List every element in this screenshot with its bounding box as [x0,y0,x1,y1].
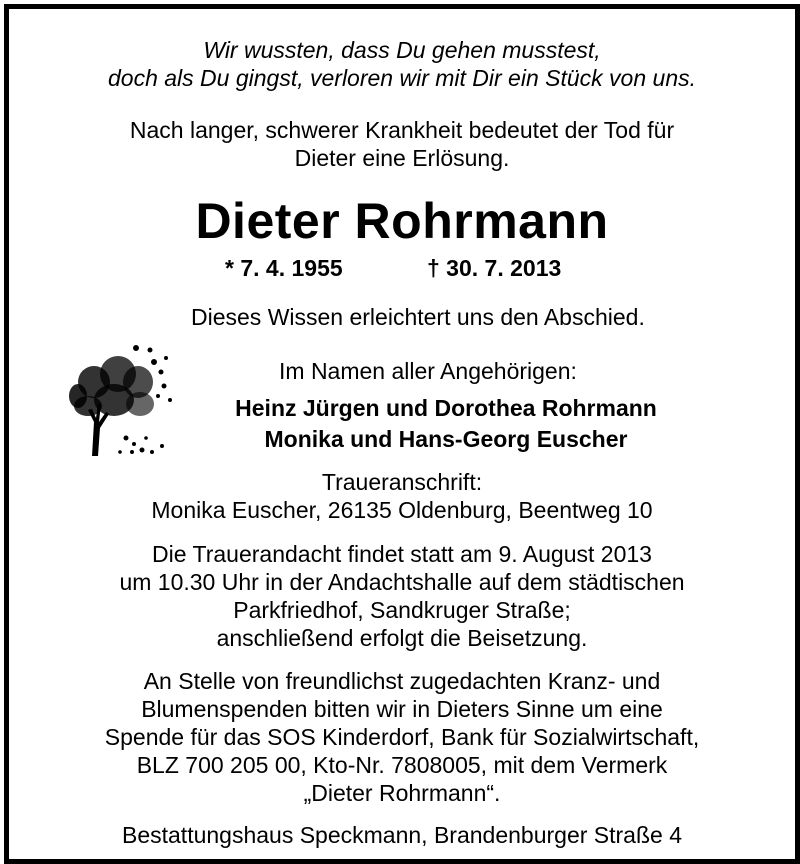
motto-line-1: Wir wussten, dass Du gehen musstest, [203,37,601,63]
address-value: Monika Euscher, 26135 Oldenburg, Beentweg 10 [151,497,653,523]
donation-line-3: Spende für das SOS Kinderdorf, Bank für Sozialwirtschaft, [104,724,700,750]
donation-line-4: BLZ 700 205 00, Kto-Nr. 7808005, mit dem Vermerk [136,752,668,778]
address-label: Traueranschrift: [321,469,483,495]
family-line-1: Heinz Jürgen und Dorothea Rohrmann [235,395,657,421]
ceremony-line-2: um 10.30 Uhr in der Andachtshalle auf dem städtischen [119,569,685,595]
death-date: † 30. 7. 2013 [427,255,562,281]
ceremony-line-3: Parkfriedhof, Sandkruger Straße; [233,597,571,623]
farewell-text: Dieses Wissen erleichtert uns den Abschied. [191,304,645,330]
funeral-home: Bestattungshaus Speckmann, Brandenburger Straße 4 [121,822,682,848]
donation-line-5: „Dieter Rohrmann“. [303,780,501,806]
donation-line-1: An Stelle von freundlichst zugedachten Kranz- und [143,668,661,694]
birth-date: * 7. 4. 1955 [225,255,343,281]
family-line-2: Monika und Hans-Georg Euscher [264,426,628,452]
motto-line-2: doch als Du gingst, verloren wir mit Dir ein Stück von uns. [107,65,697,91]
relatives-intro: Im Namen aller Angehörigen: [279,358,577,384]
intro-line-1: Nach langer, schwerer Krankheit bedeutet der Tod für [129,117,675,143]
ceremony-line-1: Die Trauerandacht findet statt am 9. August 2013 [152,541,652,567]
intro-line-2: Dieter eine Erlösung. [294,145,510,171]
deceased-name: Dieter Rohrmann [195,193,609,249]
obituary-notice [4,4,800,864]
ceremony-line-4: anschließend erfolgt die Beisetzung. [216,625,588,651]
donation-line-2: Blumenspenden bitten wir in Dieters Sinne um eine [141,696,663,722]
